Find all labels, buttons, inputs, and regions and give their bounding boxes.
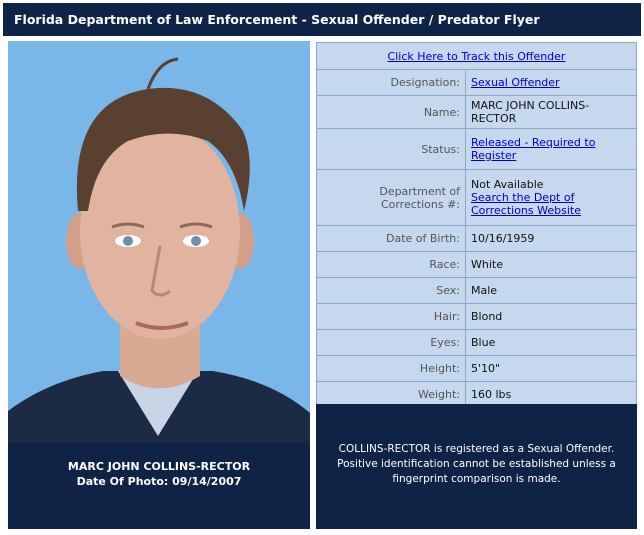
doc-label: Department of Corrections #:	[317, 170, 466, 226]
weight-value: 160 lbs	[466, 382, 637, 408]
caption-name: MARC JOHN COLLINS-RECTOR	[67, 460, 251, 473]
sex-label: Sex:	[317, 278, 466, 304]
track-offender-link[interactable]: Click Here to Track this Offender	[387, 49, 566, 63]
eyes-label: Eyes:	[317, 330, 466, 356]
race-value: White	[466, 252, 637, 278]
weight-label: Weight:	[317, 382, 466, 408]
flyer-header	[3, 3, 641, 36]
offender-photo	[8, 41, 310, 443]
offender-info-table	[316, 42, 637, 408]
doc-value-cell	[466, 170, 637, 226]
height-value: 5'10"	[466, 356, 637, 382]
dob-value: 10/16/1959	[466, 226, 637, 252]
flyer-title: Florida Department of Law Enforcement - Sexual Offender / Predator Flyer	[14, 12, 540, 27]
status-label: Status:	[317, 129, 466, 170]
hair-value: Blond	[466, 304, 637, 330]
doc-value: Not Available	[471, 178, 544, 191]
status-link[interactable]: Released - Required to Register	[471, 136, 596, 162]
photo-panel	[8, 41, 310, 529]
designation-link[interactable]: Sexual Offender	[471, 76, 560, 89]
name-label: Name:	[317, 96, 466, 129]
person-photo-icon	[8, 41, 310, 443]
caption-photo-date: Date Of Photo: 09/14/2007	[76, 475, 242, 488]
eyes-value: Blue	[466, 330, 637, 356]
doc-search-link[interactable]: Search the Dept of Corrections Website	[471, 191, 581, 217]
dob-label: Date of Birth:	[317, 226, 466, 252]
race-label: Race:	[317, 252, 466, 278]
photo-caption	[8, 443, 310, 529]
track-row	[317, 43, 637, 70]
sex-value: Male	[466, 278, 637, 304]
registration-notice	[316, 404, 637, 529]
hair-label: Hair:	[317, 304, 466, 330]
name-value: MARC JOHN COLLINS-RECTOR	[466, 96, 637, 129]
notice-text: COLLINS-RECTOR is registered as a Sexual Offender. Positive identification cannot be established unless a fingerprint comparison is made.	[337, 443, 616, 485]
height-label: Height:	[317, 356, 466, 382]
designation-label: Designation:	[317, 70, 466, 96]
